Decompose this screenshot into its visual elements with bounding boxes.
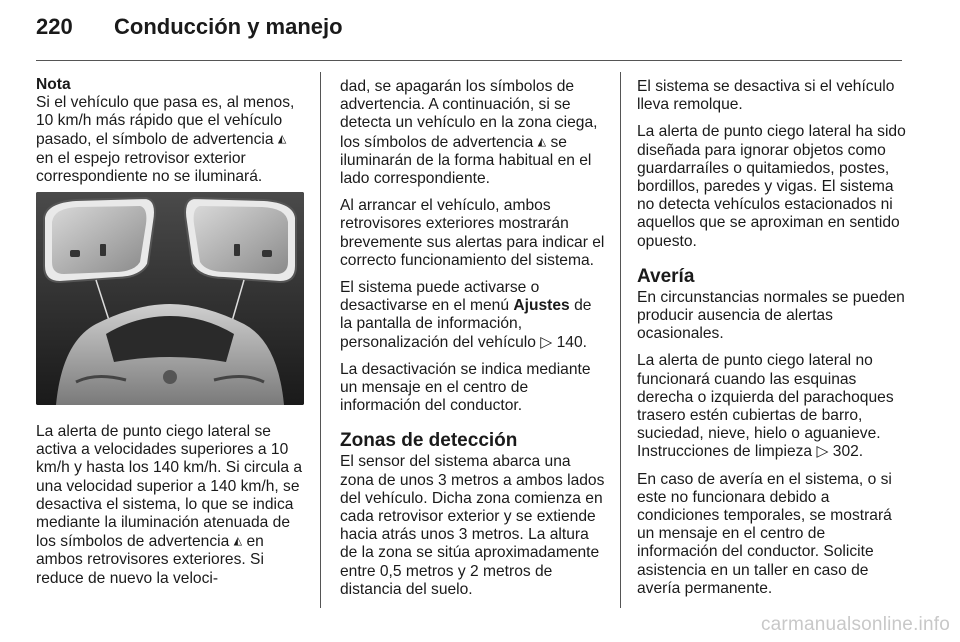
paragraph: La desactivación se indica mediante un mensaje en el centro de información del conductor. [340, 360, 591, 415]
paragraph: dad, se apagarán los símbolos de advertencia. A continuación, si se detecta un vehículo en la zona ciega, los símbolos de advertencia ◭ se iluminarán de la forma habitual en el lado correspondiente. [340, 78, 598, 188]
note-text: Si el vehículo que pasa es, al menos, 10 km/h más rápido que el vehículo pasado, el símbolo de advertencia ◭ en el espejo retrovisor exterior correspondiente no se iluminará. [36, 94, 295, 185]
paragraph: En caso de avería en el sistema, o si este no funcionara debido a condiciones temporales, se mostrará un mensaje en el centro de información del conductor. Solicite asistencia en un taller en caso de avería permanente. [637, 470, 892, 597]
paragraph: En circunstancias normales se pueden producir ausencia de alertas ocasionales. [637, 288, 905, 343]
header-divider [36, 60, 902, 61]
paragraph: El sistema se desactiva si el vehículo lleva remolque. [637, 78, 895, 114]
paragraph: El sensor del sistema abarca una zona de unos 3 metros a ambos lados del vehículo. Dicha zona comienza en cada retrovisor exterior y se extiende hacia atrás unos 3 metros. La altura de la zona se sitúa aproximadamente entre 0,5 metros y 2 metros de distancia del suelo. [340, 453, 605, 598]
section-heading: Avería [637, 265, 695, 287]
column-2 [340, 78, 606, 608]
paragraph: La alerta de punto ciego lateral se activa a velocidades superiores a 10 km/h y hasta los 140 km/h. Si circula a una velocidad superior a 140 km/h, se desactiva el sistema, lo que se indica mediante la iluminación atenuada de los símbolos de advertencia ◭ en ambos retrovisores exteriores. Si reduce de nuevo la veloci- [36, 423, 303, 587]
column-divider [620, 72, 621, 608]
blind-spot-warning-icon: ◭ [537, 135, 547, 148]
menu-name: Ajustes [513, 297, 570, 315]
blind-spot-warning-icon: ◭ [233, 535, 243, 548]
note-title: Nota [36, 76, 71, 93]
mirror-illustration [36, 192, 304, 405]
section-heading: Zonas de detección [340, 430, 518, 452]
page-header [36, 14, 343, 50]
column-3 [637, 78, 907, 607]
paragraph: El sistema puede activarse o desactivarse en el menú Ajustes de la pantalla de información, personalización del vehículo ▷ 140. [340, 279, 592, 351]
column-divider [320, 72, 321, 608]
page-title: Conducción y manejo [114, 14, 343, 39]
page-reference-arrow-icon: ▷ [816, 443, 829, 461]
column-1 [36, 72, 304, 597]
page-reference[interactable]: 140. [556, 333, 587, 351]
watermark: carmanualsonline.info [760, 614, 950, 635]
paragraph: La alerta de punto ciego lateral no funcionará cuando las esquinas derecha o izquierda del parachoques trasero estén cubiertas de barro, suciedad, nieve, hielo o aguanieve. Instrucciones de limpieza ▷ 302. [637, 352, 894, 461]
page-number: 220 [36, 14, 73, 39]
paragraph: Al arrancar el vehículo, ambos retrovisores exteriores mostrarán brevemente sus alertas para indicar el correcto funcionamiento del sistema. [340, 197, 605, 269]
blind-spot-warning-icon: ◭ [277, 133, 287, 146]
page-reference[interactable]: 302. [832, 443, 864, 461]
paragraph: La alerta de punto ciego lateral ha sido diseñada para ignorar objetos como guardarraíles o quitamiedos, postes, bordillos, paredes y vigas. El sistema no detecta vehículos estacionados ni aquellos que se aproximan en sentido opuesto. [637, 123, 906, 250]
page-reference-arrow-icon: ▷ [540, 333, 553, 351]
